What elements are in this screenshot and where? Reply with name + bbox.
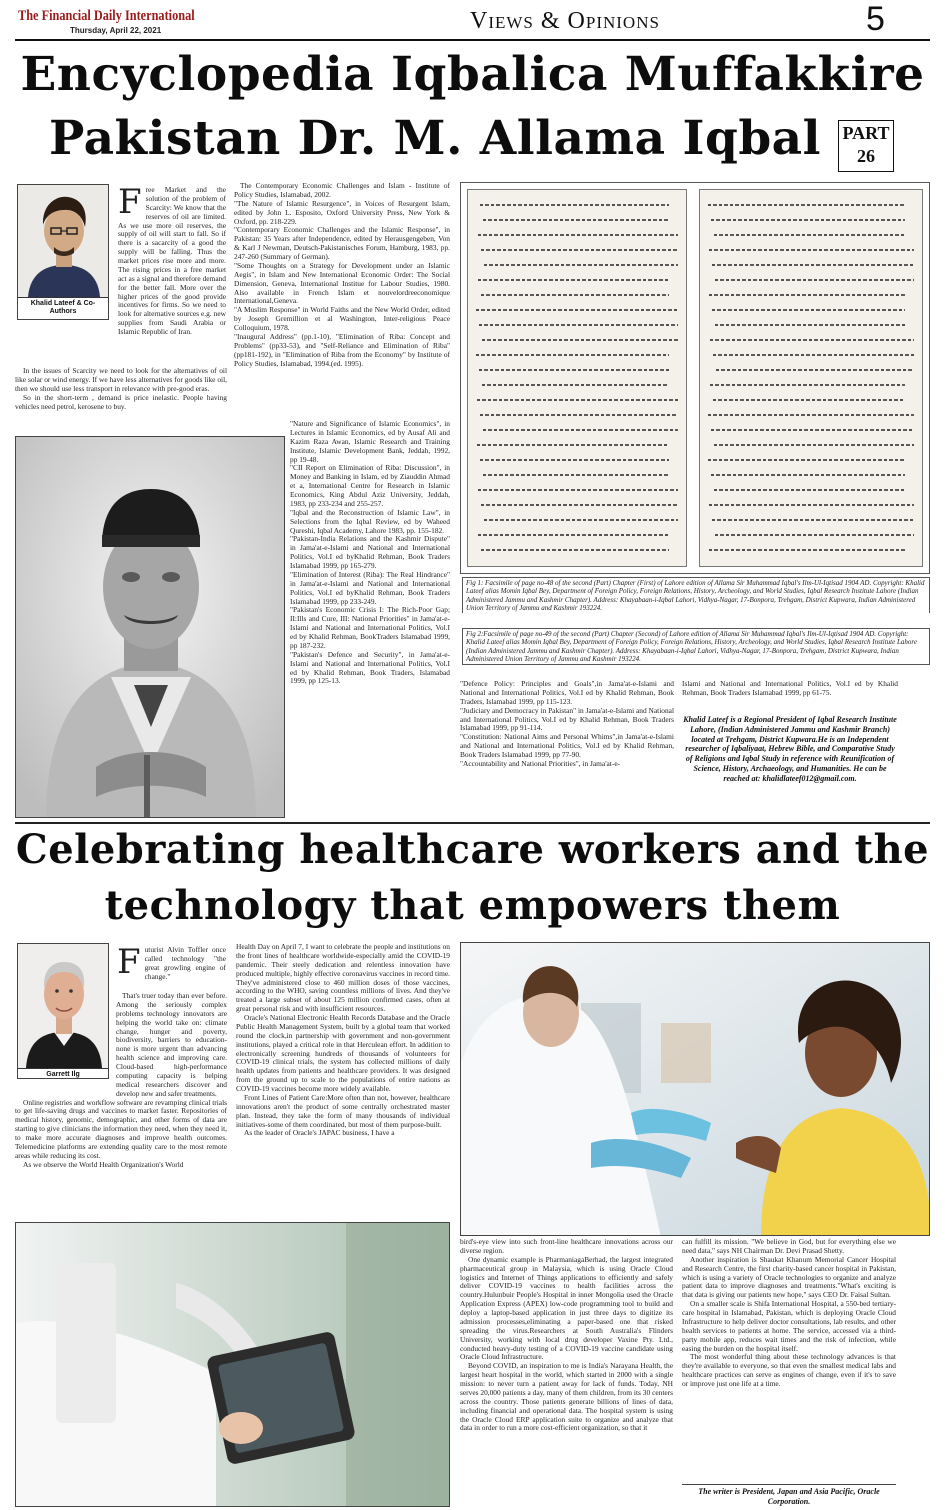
page-number: 5 [866,0,885,38]
manuscript-handwriting-line [477,444,669,446]
manuscript-handwriting-line [709,294,905,296]
masthead-rule [15,39,930,41]
article2-col1-para4: As we observe the World Health Organization's World [23,1159,184,1169]
article2-col3-para2: One dynamic example is PharmaniagaBerhad, the largest integrated pharmaceutical group in Malaysia, which is using Oracle Cloud logistics and Internet of Things applications to efficiently and safely deliver COVID-19 vaccines to health facilities across the country.Hulunbuir People's Hospital in inner Mongolia used the Oracle Application Express (APEX) low-code programming tool to build and deploy a laptop-based application in just three days to digitize its admission processes,eliminating a paper-based one that risked spreading the virus.Researchers at South Australia's Flinders University, working with local drug developer Vaxine Pty. Ltd., conducted heavy-duty testing of a COVID-19 vaccine candidate using Oracle Cloud Infrastructure. [460,1254,673,1362]
article1-col3: "Defence Policy: Principles and Goals",in Jama'at-e-Islami and National and International Politics, Vol.I ed by Khalid Rehman, Book Traders, Islamabad 1999, pp 115-123. "Judiciary and Democracy in Pakistan" in Jama'at-e-Islami and National and International Politics, Vol.I ed by Khalid Rehman, Book Traders Islamabad 1999, pp 91-114. "Constitution: National Aims and Personal Whims",in Jama'at-e-Islami and National and International Politics, Vol.I ed by Khalid Rehman, Book Traders Islamabad 1999, pp 77-90. "Accountability and National Priorities", in Jama'at-e- [460,679,674,768]
article2-author-bio: The writer is President, Japan and Asia Pacific, Oracle Corporation. [682,1484,896,1507]
manuscript-handwriting-line [708,204,905,206]
article1-headline-line1: Encyclopedia Iqbalica Muffakkire [20,47,925,102]
doctor-tablet-photo-image [16,1223,450,1507]
article1-col1-lower [15,367,227,411]
article2-col1-para1: uturist Alvin Toffler once called technology "the great growling engine of change." [144,945,226,981]
manuscript-handwriting-line [708,459,905,461]
manuscript-handwriting-line [478,279,669,281]
manuscript-handwriting-line [482,339,678,341]
manuscript-handwriting-line [712,309,905,311]
manuscript-handwriting-line [484,264,678,266]
vaccination-photo-image [461,943,930,1236]
issue-date: Thursday, April 22, 2021 [70,26,162,35]
article1-headline-line2: Pakistan Dr. M. Allama Iqbal [49,111,821,166]
manuscript-handwriting-line [483,219,669,221]
manuscript-handwriting-line [483,474,669,476]
manuscript-handwriting-line [710,384,905,386]
manuscript-handwriting-line [482,384,669,386]
figure-caption-1: Fig 1: Facsimile of page no-48 of the second (Part) Chapter (First) of Lahore edition of Allama Sir Muhammad Iqbal's Ilm-Ul-Iqtisad 1904 AD. Copyright: Khalid Lateef alias Momin Iqbal Bey, Department of Foreign Policy, Foreign Relations, History, Archeology, and World Studies, Iqbal Research Institute Lahore (Indian Administered Jammu and Kashmir Chapter). Address: Khayabaan-i-Iqbal Lahori, Vidhya-Nagar, 17-Bonpora, Trehgam, District Kupwara, Indian Administered Union Territory of Jammu and Kashmir 193224. [462,577,930,613]
manuscript-handwriting-line [481,549,669,551]
manuscript-handwriting-line [476,309,678,311]
part-label: PART [842,123,890,143]
manuscript-handwriting-line [479,369,669,371]
manuscript-handwriting-line [709,504,914,506]
manuscript-handwriting-line [714,444,914,446]
article1-col1-para1: ree Market and the solution of the problem of Scarcity: We know that the reserves of oil are limited. As we use more oil reserves, the supply of oil will start to fall. So if there is a sacarcity of a good the supply will be falling. Thus the market prices rise more and more. The rising prices in a free market act as a signal and therefore demand for the better fall. More over the higher prices of the good provide incentives for firms. So we need to look for alternative sources e.g. new supplies from Saudi Arabia or Islamic Republic of Iran. [118,185,226,336]
manuscript-handwriting-line [481,504,678,506]
manuscript-handwriting-line [708,414,914,416]
manuscript-handwriting-line [478,489,678,491]
author-portrait-khalid [17,184,109,320]
manuscript-handwriting-line [476,354,669,356]
article2-col3-para1: bird's-eye view into such front-line healthcare innovations across our diverse region. [460,1237,673,1255]
manuscript-handwriting-line [712,264,914,266]
article2-col1-para3: Online registries and workflow software are revamping clinical trials to get life-saving drugs and vaccines to market faster. Repositories of medical history, genomic, demographic, and other forms of data are starting to give clinicians the information they need, when they need it, to make more accurate diagnoses and improve health outcomes. Telemedicine platforms are extending quality care to the most remote areas while reducing its cost. [15,1097,227,1160]
manuscript-handwriting-line [711,474,905,476]
manuscript-handwriting-line [713,399,905,401]
iqbal-portrait-image [16,437,285,818]
article2-col2-para4: As the leader of Oracle's JAPAC business, I have a [244,1128,395,1138]
article2-col1 [117,942,226,982]
article2-col1-para2: That's truer today than ever before. Among the seriously complex problems technology innovators are helping the world take on: climate change, hunger and poverty, biodiversity, barriers to education-none is more urgent than advancing health science and improving care. Cloud-based high-performance computing capacity is helping medical researchers discover and develop new and safer treatments. [116,991,227,1098]
manuscript-handwriting-line [480,414,678,416]
figure-caption-2: Fig 2:Facsimile of page no-49 of the second (Part) Chapter (Second) of Lahore edition of Allama Sir Muhammad Iqbal's Ilm-Ul-Iqtisad 1904 AD. Copyright: Khalid Lateef alias Momin Iqbal Bey, Department of Foreign Policy, Foreign Relations, History, Archeology, and World Studies, Iqbal Research Institute Lahore (Indian Administered Jammu and Kashmir Chapter). Address: Khayabaan-i-Iqbal Lahori, Vidhya-Nagar, 17-Bonpora, Trehgam, District Kupwara, Indian Administered Union Territory of Jammu and Kashmir 193224. [462,628,930,665]
manuscript-handwriting-line [479,324,678,326]
iqbal-portrait [15,436,285,818]
manuscript-facsimile [460,182,930,574]
article1-col2-top: The Contemporary Economic Challenges and Islam - Institute of Policy Studies, Islamabad, 2002. "The Nature of Islamic Resurgence", in Voices of Resurgent Islam, edited by John L. Esposito, Oxford University Press, New York & Oxford, pp. 218-229. "Contemporary Economic Challenges and the Islamic Response", in Pakistan: 35 Years after Independence, edited by Herausgengeben, Von & Karl J Newman, Deutsch-Pakistanisches Forum, Hamburg, 1983, pp. 247-260 (Summary of German). "Some Thoughts on a Strategy for Development under an Islamic Aegis", in Islam and New International Economic Order: The Social Dimension, Geneva, International Institue for Labour Studies, 1980. Also available in French Islam et nouvelordreeconomique International,Geneva. "A Muslim Response" in World Faiths and the New World Order, edited by Joseph Gremillion et al Washington, Inter-religious Peace Colloquium, 1978. "Inaugural Address" (pp.1-10), "Elimination of Riba: Concept and Problems" (pp33-53), and "Self-Reliance and Elimination of Riba" (pp181-192), in "Elimination of Riba from the Economy" by Institute of Policy Studies, Islamabad, 1994.(ed. 1995). [234,181,450,368]
article2-col4-para4: The most wonderful thing about these technology advances is that they're available to everyone, so that even the smallest medical labs and healthcare practices can serve as engines of change, even if it's to save or improve just one life at a time. [682,1352,896,1388]
article2-col2-para3: Front Lines of Patient Care:More often than not, however, healthcare innovations aren't the product of some centrally orchestrated master plan. Instead, they take the form of many thousands of individual initiatives-some of them coordinated, but most of them purpose-built. [236,1092,450,1129]
author-photo-khalid [18,185,109,297]
article1-col1 [118,182,226,337]
article1-author-bio: Khalid Lateef is a Regional President of Iqbal Research Institute Lahore, (Indian Administered Jammu and Kashmir Branch) located at Trehgam, District Kupwara.He is an Independent researcher of Iqbaliyaat, Hebrew Bible, and Comparative Study of Religions and Iqbal Study in reference with Reunification of Science, History, Archaeology, and Humanities. He can be reached at: khalidlateef012@gmail.com. [683,715,897,783]
part-box [838,120,894,172]
article2-col4-para3: On a smaller scale is Shifa International Hospital, a 550-bed tertiary-care hospital in Islamabad, Pakistan, which is deploying Oracle Cloud Infrastructure to help deliver doctor consultations, lab results, and other health services to patients at home. The service, accessed via a third-party mobile app, reduces wait times and the risk of infection, while easing the burden on the hospital itself. [682,1299,896,1353]
manuscript-handwriting-line [711,219,905,221]
article2-col4-para2: Another inspiration is Shaukat Khanum Memorial Cancer Hospital and Research Centre, the first charity-based cancer hospital in Pakistan, which is using a variety of Oracle technologies to organize and analyze patient data to improve diagnoses and treatments."What's exciting is that data is giving our patients new hope," says CEO Dr. Faisal Sultan. [682,1254,896,1300]
article1-col2-bottom: "Nature and Significance of Islamic Economics", in Lectures in Islamic Economics, ed by Ausaf Ali and Kazim Raza Awan, Islamic Research and Training Institute, Islamic Development Bank, Jeddah, 1992, pp 19-48. "CII Report on Elimination of Riba: Discussion", in Money and Banking in Islam, ed by Ziauddin Ahmad et a, International Centre for Research in Islamic Economics, King Abdul Aziz University, Jeddah, 1983, pp 233-234 and 255-257. "Iqbal and the Reconstruction of Islamic Law", in Selections from the Iqbal Review, ed by Waheed Qureshi, Iqbal Academy, Lahore 1983, pp. 155-182. "Pakistan-India Relations and the Kashmir Dispute" in Jama'at-e-Islami and National and International Politics, Vol.I ed byKhalid Rehman, Book Traders Islamabad 1999, pp 165-279. "Elimination of Interest (Riba): The Real Hindrance" in Jama'at-e-Islami and National and International Politics, Vol.I ed byKhalid Rehman, Book Traders Islamabad 1999, pp 233-249. "Pakistan's Economic Crisis I: The Rich-Poor Gap; II:Ills and Cure, III: National Priorities" in Jama'at-e-Islami and National and International Politics, Vol.I ed by Khalid Rehman, BookTraders Islamabad 1999, pp 187-232. "Pakistan's Defence and Security", in Jama'at-e-Islami and National and International Politics, Vol.I ed by Khalid Rehman, Book Traders, Islamabad 1999, pp 125-13. [290,419,450,686]
doctor-tablet-photo [15,1222,450,1507]
manuscript-handwriting-line [709,249,914,251]
manuscript-handwriting-line [715,534,914,536]
manuscript-handwriting-line [478,534,669,536]
article2-col2-para2: Oracle's National Electronic Health Records Database and the Oracle Public Health Management System, built by a global team that worked round the clock,in partnership with government and non-government institutions, played a critical role in that Herculean effort. In addition to electronically screening hundreds of thousands of volunteers for COVID-19 clinical trials, the system has collected millions of daily health updates from patients and healthcare providers. It was designed from the ground up to scale to the populations of entire nations as COVID-19 vaccines become more widely available. [236,1013,450,1093]
manuscript-handwriting-line [710,339,914,341]
article2-col3 [460,1238,673,1433]
section-title: Views & Opinions [470,8,660,34]
manuscript-handwriting-line [477,399,678,401]
part-number: 26 [857,146,875,166]
manuscript-handwriting-line [484,519,678,521]
article2-col2 [236,943,450,1138]
article1-col4: Islami and National and International Politics, Vol.I ed by Khalid Rehman, Book Traders Islamabad 1999, pp 61-75. [682,679,898,697]
manuscript-handwriting-line [709,549,905,551]
article1-col1-para3: So in the short-term , demand is price inelastic. People having vehicles need petrol, kerosene to buy. [15,392,227,411]
manuscript-handwriting-line [716,369,914,371]
manuscript-handwriting-line [713,354,914,356]
manuscript-handwriting-line [714,234,905,236]
vaccination-photo [460,942,930,1236]
manuscript-handwriting-line [480,459,669,461]
manuscript-handwriting-line [480,204,669,206]
manuscript-handwriting-line [715,324,905,326]
article2-col3-para3: Beyond COVID, an inspiration to me is India's Narayana Health, the largest heart hospital in the world, which started in 2000 with a single mission: to never turn a patient away for lack of funds. Today, NH serves 20,000 patients a day, many of them children, from its 30 centers across the country. Those patients generate billions of lines of data, including financial and operational data. The hospital system is using the Oracle Cloud ERP application suite to organize and analyze that data in order to run a more cost-efficient organization, so that it [460,1361,673,1433]
article2-col2-para1: Health Day on April 7, I want to celebrate the people and institutions on the front lines of healthcare worldwide-especially amid the COVID-19 pandemic. Their steely dedication and relentless innovation have produced multiple, highly effective coronavirus vaccines in record time. They've administered close to 460 million doses of those vaccines, according to the WHO, saving countless millions of lives. And they've treated a large subset of about 125 million confirmed cases, often at great personal risk and with insufficient resources. [236,942,450,1014]
manuscript-handwriting-line [712,519,914,521]
manuscript-handwriting-line [478,234,678,236]
masthead [0,0,945,42]
article1-col1-para2: In the issues of Scarcity we need to look for the alternatives of oil like solar or wind energy. If we have less alternatives for goods like oil, then we should use less transport in relevance with pre-good eras. [15,366,227,393]
paper-name: The Financial Daily International [18,8,195,24]
article2-headline-line1: Celebrating healthcare workers and the [15,826,930,873]
manuscript-page-48 [467,189,687,567]
author-card-khalid: Khalid Lateef & Co-Authors [18,297,108,320]
article1-dropcap: F [118,182,142,222]
article2-col1-lower [15,992,227,1170]
author-card-garrett: Garrett Ilg [18,1068,108,1079]
manuscript-handwriting-line [481,294,669,296]
article2-col4-para1: can fulfill its mission. "We believe in God, but for everything else we need data," says NH Chairman Dr. Devi Prasad Shetty. [682,1237,896,1255]
article2-col4 [682,1238,896,1389]
manuscript-handwriting-line [715,279,914,281]
manuscript-handwriting-line [714,489,905,491]
manuscript-handwriting-line [483,429,678,431]
article2-headline-line2: technology that empowers them [104,882,841,929]
manuscript-handwriting-line [711,429,914,431]
manuscript-page-49 [699,189,923,567]
manuscript-handwriting-line [481,249,678,251]
article2-dropcap: F [117,942,141,982]
